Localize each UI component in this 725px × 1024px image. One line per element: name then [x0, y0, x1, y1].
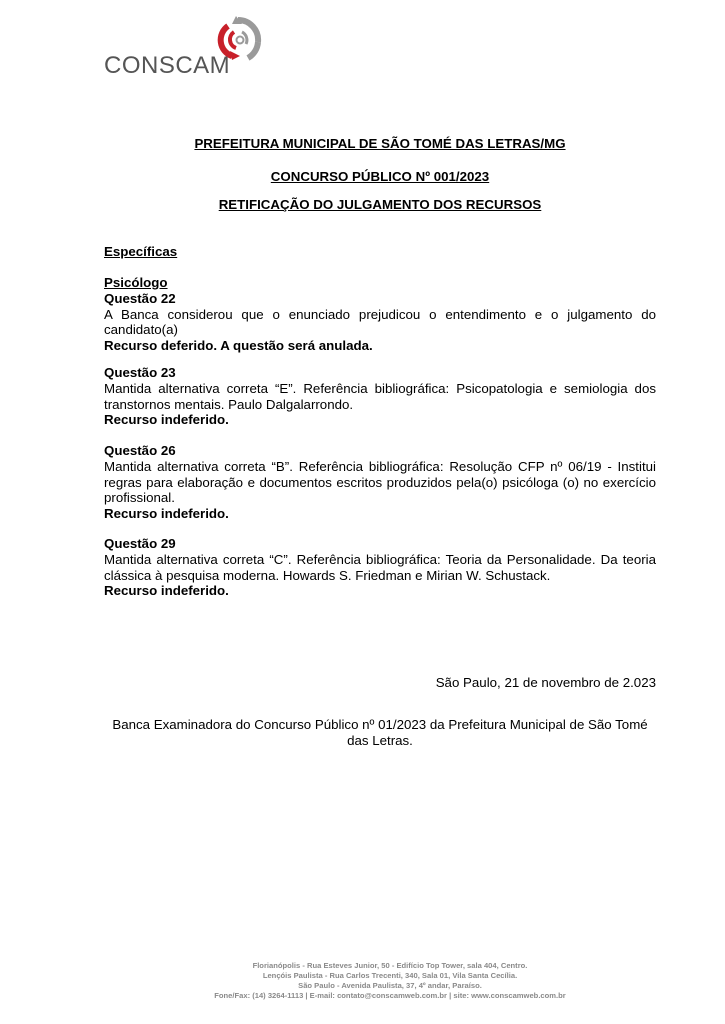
question-block-23 — [104, 365, 656, 428]
footer — [180, 961, 600, 1001]
document-title-prefeitura: PREFEITURA MUNICIPAL DE SÃO TOMÉ DAS LETRAS/MG — [194, 136, 566, 151]
document-title-concurso: CONCURSO PÚBLICO Nº 001/2023 — [270, 169, 490, 184]
date-line: São Paulo, 21 de novembro de 2.023 — [435, 675, 656, 690]
question-heading: Questão 26 — [104, 443, 176, 458]
question-result: Recurso indeferido. — [104, 412, 229, 428]
footer-line: Fone/Fax: (14) 3264-1113 | E-mail: contato@conscamweb.com.br | site: www.conscamweb.com.br — [214, 991, 566, 1000]
logo-text: CONSCAM — [104, 52, 231, 79]
question-heading: Questão 29 — [104, 536, 176, 551]
question-block-22 — [104, 275, 656, 354]
document-title-retificacao: RETIFICAÇÃO DO JULGAMENTO DOS RECURSOS — [218, 197, 542, 212]
section-heading: Específicas — [104, 244, 178, 259]
question-result: Recurso indeferido. — [104, 583, 229, 599]
question-text: Mantida alternativa correta “B”. Referência bibliográfica: Resolução CFP nº 06/19 - Institui regras para elaboração e documentos escritos produzidos pela(o) psicóloga (o) no exercício profissional. — [104, 458, 656, 506]
conscam-logo — [104, 16, 264, 82]
footer-line: Lençóis Paulista - Rua Carlos Trecenti, 340, Sala 01, Vila Santa Cecília. — [262, 971, 518, 980]
question-result: Recurso indeferido. — [104, 506, 229, 522]
role-heading: Psicólogo — [104, 275, 168, 290]
footer-line: São Paulo - Avenida Paulista, 37, 4º andar, Paraíso. — [298, 981, 482, 990]
question-heading: Questão 22 — [104, 290, 176, 306]
question-text: Mantida alternativa correta “E”. Referência bibliográfica: Psicopatologia e semiologia dos transtornos mentais. Paulo Dalgalarrondo. — [104, 380, 656, 412]
question-block-26 — [104, 443, 656, 522]
footer-line: Florianópolis - Rua Esteves Junior, 50 - Edifício Top Tower, sala 404, Centro. — [252, 961, 528, 970]
question-text: A Banca considerou que o enunciado prejudicou o entendimento e o julgamento do candidato(a) — [104, 306, 656, 338]
signature: Banca Examinadora do Concurso Público nº 01/2023 da Prefeitura Municipal de São Tomé das Letras. — [112, 717, 648, 748]
question-text: Mantida alternativa correta “C”. Referência bibliográfica: Teoria da Personalidade. Da teoria clássica à pesquisa moderna. Howards S. Friedman e Mirian W. Schustack. — [104, 551, 656, 583]
question-block-29 — [104, 536, 656, 599]
question-result: Recurso deferido. A questão será anulada. — [104, 338, 373, 354]
question-heading: Questão 23 — [104, 365, 176, 380]
